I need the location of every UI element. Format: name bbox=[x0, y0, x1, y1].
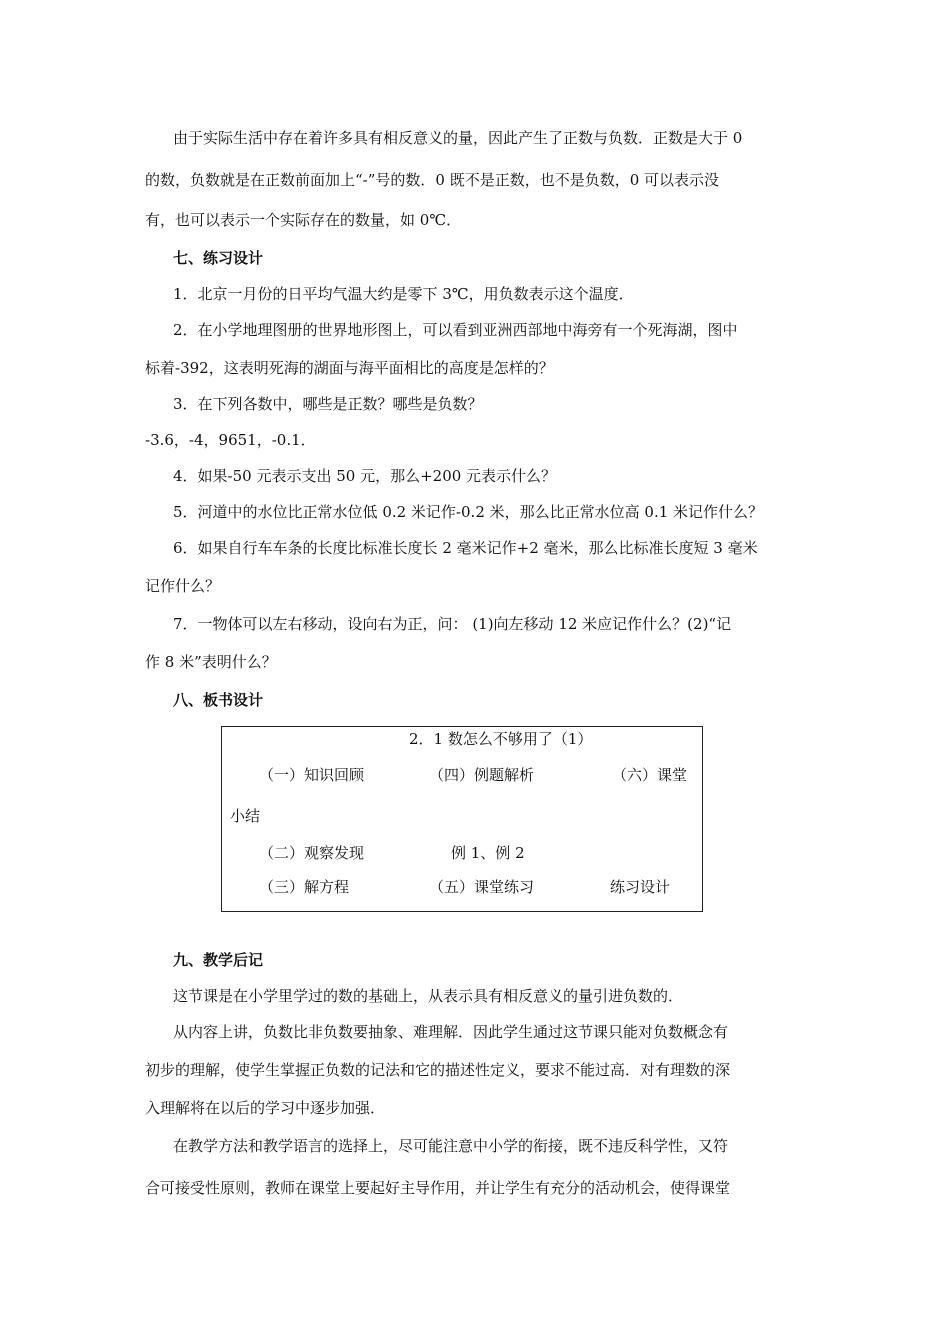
blackboard-design-box bbox=[221, 726, 703, 912]
section-8-heading: 八、板书设计 bbox=[173, 691, 264, 709]
exercise-6-line-1: 6．如果自行车车条的长度比标准长度长 2 毫米记作+2 毫米，那么比标准长度短 3 毫米 bbox=[173, 539, 758, 557]
postscript-line-2: 从内容上讲，负数比非负数要抽象、难理解．因此学生通过这节课只能对负数概念有 bbox=[173, 1023, 729, 1041]
board-item-1: （一）知识回顾 bbox=[259, 766, 365, 784]
exercise-3-numbers: -3.6，-4，9651，-0.1． bbox=[145, 431, 316, 449]
board-item-2: （二）观察发现 bbox=[259, 844, 365, 862]
exercise-7-line-1: 7．一物体可以左右移动，设向右为正，问： (1)向左移动 12 米应记作什么？(2)“记 bbox=[173, 615, 732, 633]
exercise-2-line-1: 2．在小学地理图册的世界地形图上，可以看到亚洲西部地中海旁有一个死海湖，图中 bbox=[173, 321, 738, 339]
postscript-line-6: 合可接受性原则，教师在课堂上要起好主导作用，并让学生有充分的活动机会，使得课堂 bbox=[145, 1179, 731, 1197]
intro-line-2: 的数，负数就是在正数前面加上“-”号的数．0 既不是正数，也不是负数，0 可以表示没 bbox=[145, 171, 720, 189]
board-item-6-cont: 小结 bbox=[230, 807, 261, 825]
exercise-1: 1．北京一月份的日平均气温大约是零下 3℃，用负数表示这个温度． bbox=[173, 285, 634, 303]
intro-line-1: 由于实际生活中存在着许多具有相反意义的量，因此产生了正数与负数．正数是大于 0 bbox=[173, 129, 743, 147]
board-item-4: （四）例题解析 bbox=[429, 766, 535, 784]
postscript-line-4: 入理解将在以后的学习中逐步加强． bbox=[145, 1099, 386, 1117]
section-7-heading: 七、练习设计 bbox=[173, 249, 264, 267]
postscript-line-5: 在教学方法和教学语言的选择上，尽可能注意中小学的衔接，既不违反科学性，又符 bbox=[173, 1137, 729, 1155]
exercise-7-line-2: 作 8 米”表明什么？ bbox=[145, 653, 277, 671]
postscript-line-3: 初步的理解，使学生掌握正负数的记法和它的描述性定义，要求不能过高．对有理数的深 bbox=[145, 1061, 731, 1079]
exercise-3: 3．在下列各数中，哪些是正数？哪些是负数？ bbox=[173, 395, 483, 413]
postscript-line-1: 这节课是在小学里学过的数的基础上，从表示具有相反意义的量引进负数的． bbox=[173, 987, 684, 1005]
board-examples: 例 1、例 2 bbox=[451, 844, 525, 862]
exercise-5: 5．河道中的水位比正常水位低 0.2 米记作-0.2 米，那么比正常水位高 0.1 米记作什么？ bbox=[173, 503, 764, 521]
intro-line-3: 有，也可以表示一个实际存在的数量，如 0℃． bbox=[145, 211, 462, 229]
board-item-3: （三）解方程 bbox=[259, 878, 350, 896]
exercise-4: 4．如果-50 元表示支出 50 元，那么+200 元表示什么？ bbox=[173, 467, 557, 485]
exercise-6-line-2: 记作什么？ bbox=[145, 577, 221, 595]
board-title: 2．1 数怎么不够用了（1） bbox=[409, 730, 593, 748]
section-9-heading: 九、教学后记 bbox=[173, 951, 264, 969]
board-item-5: （五）课堂练习 bbox=[429, 878, 535, 896]
board-item-6: （六）课堂 bbox=[612, 766, 688, 784]
board-practice: 练习设计 bbox=[610, 878, 671, 896]
exercise-2-line-2: 标着-392，这表明死海的湖面与海平面相比的高度是怎样的？ bbox=[145, 359, 554, 377]
